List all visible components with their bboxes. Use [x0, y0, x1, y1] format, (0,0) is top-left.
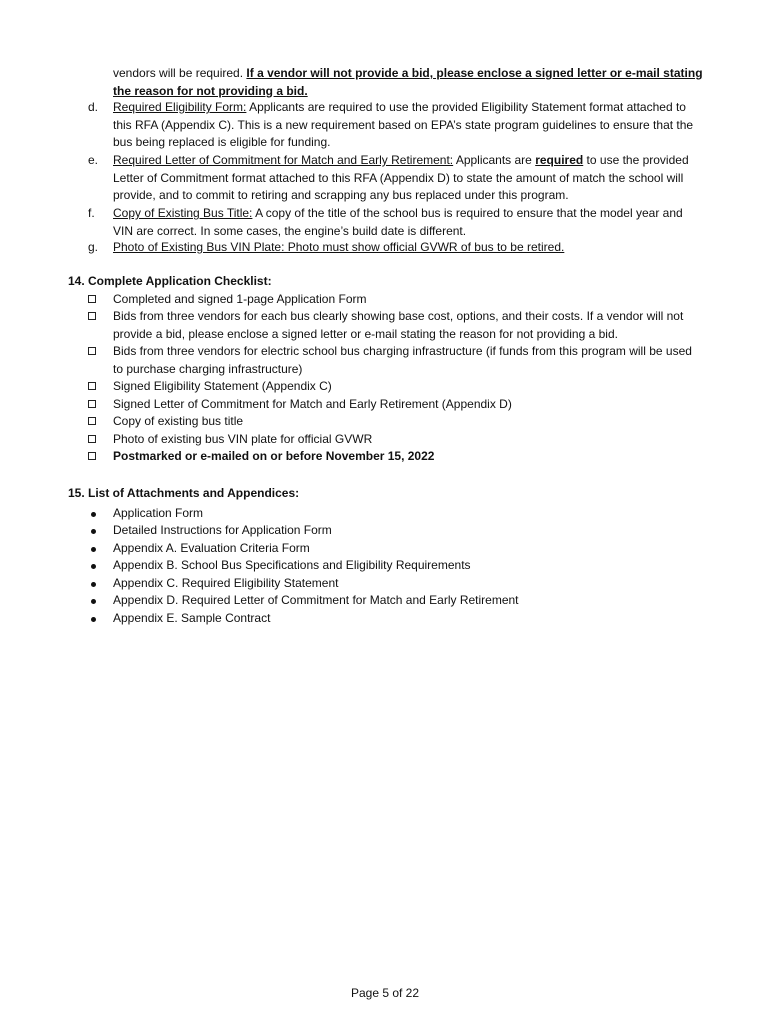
checklist-item	[0, 413, 703, 431]
checkbox-icon	[88, 435, 96, 443]
list-item-text: Detailed Instructions for Application Form	[113, 523, 332, 537]
item-g	[0, 239, 770, 257]
checkbox-icon	[88, 417, 96, 425]
checklist-item	[0, 431, 703, 449]
checklist-item	[0, 343, 703, 378]
item-e	[0, 152, 770, 205]
checkbox-icon	[88, 312, 96, 320]
item-e-label: e.	[88, 153, 99, 167]
checklist-text: Signed Eligibility Statement (Appendix C)	[113, 379, 332, 393]
checklist-text: Photo of existing bus VIN plate for official GVWR	[113, 431, 373, 446]
list-item	[0, 540, 703, 558]
checkbox-icon	[88, 400, 96, 408]
checklist-item	[0, 396, 703, 414]
bullet-icon	[91, 529, 96, 534]
list-item-text: Appendix C. Required Eligibility Statement	[113, 575, 339, 590]
item-e-title: Required Letter of Commitment for Match and Early Retirement:	[113, 153, 454, 167]
checklist-text: Bids from three vendors for electric school bus charging infrastructure (if funds from this program will be used to purchase charging infrastructure)	[113, 344, 692, 376]
item-d-text: Applicants are required to use the provided Eligibility Statement format attached to this RFA (Appendix C). This is a new requirement based on EPA’s state program guidelines to ensure that the bus being replaced is eligible for funding.	[113, 100, 694, 149]
list-item	[0, 592, 703, 610]
checkbox-icon	[88, 347, 96, 355]
list-item-text: Appendix A. Evaluation Criteria Form	[113, 540, 310, 555]
list-item	[0, 610, 703, 628]
section-15	[0, 485, 770, 627]
checklist-item	[0, 291, 703, 309]
list-item-text: Appendix E. Sample Contract	[113, 610, 271, 625]
bullet-icon	[91, 617, 96, 622]
checkbox-icon	[88, 452, 96, 460]
checklist-text: Bids from three vendors for each bus clearly showing base cost, options, and their costs. If a vendor will not provide a bid, please enclose a signed letter or e-mail stating the reason for not providing a bid.	[113, 309, 684, 341]
section-14-heading: 14. Complete Application Checklist:	[68, 274, 272, 288]
bullet-icon	[91, 599, 96, 604]
item-d-title: Required Eligibility Form:	[113, 100, 247, 114]
checklist-text: Postmarked or e-mailed on or before November 15, 2022	[113, 449, 435, 463]
item-f-label: f.	[88, 206, 95, 220]
checklist-item	[0, 448, 703, 466]
item-d	[0, 99, 770, 152]
bullet-icon	[91, 564, 96, 569]
list-item-text: Appendix B. School Bus Specifications and Eligibility Requirements	[113, 558, 471, 572]
checkbox-icon	[88, 382, 96, 390]
item-f-text: A copy of the title of the school bus is required to ensure that the model year and VIN are correct. In some cases, the engine’s build date is different.	[113, 206, 683, 238]
item-d-label: d.	[88, 100, 99, 114]
section-15-heading: 15. List of Attachments and Appendices:	[68, 486, 300, 500]
checklist-text: Copy of existing bus title	[113, 414, 244, 428]
item-f-title: Copy of Existing Bus Title:	[113, 206, 253, 220]
continued-text: vendors will be required.	[113, 66, 247, 80]
checklist-item	[0, 308, 703, 343]
checkbox-icon	[88, 295, 96, 303]
bullet-icon	[91, 512, 96, 517]
item-g-label: g.	[88, 240, 99, 254]
continued-emphasis: If a vendor will not provide a bid, please enclose a signed letter or e-mail stating the reason for not providing a bid.	[113, 66, 703, 98]
bullet-icon	[91, 582, 96, 587]
list-item-text: Application Form	[113, 505, 204, 520]
list-item	[0, 557, 703, 575]
section-14	[0, 273, 770, 466]
continued-paragraph	[0, 65, 770, 100]
page-number: Page 5 of 22	[350, 986, 420, 1000]
item-e-text2: to use the provided Letter of Commitment format attached to this RFA (Appendix D) to state the amount of match the school will provide, and to commit to retiring and scrapping any bus replaced under this program.	[113, 153, 689, 202]
item-e-text1: Applicants are	[453, 153, 536, 167]
item-g-title: Photo of Existing Bus VIN Plate: Photo must show official GVWR of bus to be retired.	[113, 240, 565, 254]
bullet-icon	[91, 547, 96, 552]
list-item	[0, 522, 703, 540]
checklist-item	[0, 378, 703, 396]
item-e-bold: required	[535, 153, 584, 167]
list-item	[0, 505, 703, 523]
list-item	[0, 575, 703, 593]
list-item-text: Appendix D. Required Letter of Commitment for Match and Early Retirement	[113, 593, 519, 607]
checklist-text: Signed Letter of Commitment for Match and Early Retirement (Appendix D)	[113, 396, 512, 411]
checklist-text: Completed and signed 1-page Application Form	[113, 291, 367, 306]
item-f	[0, 205, 770, 240]
